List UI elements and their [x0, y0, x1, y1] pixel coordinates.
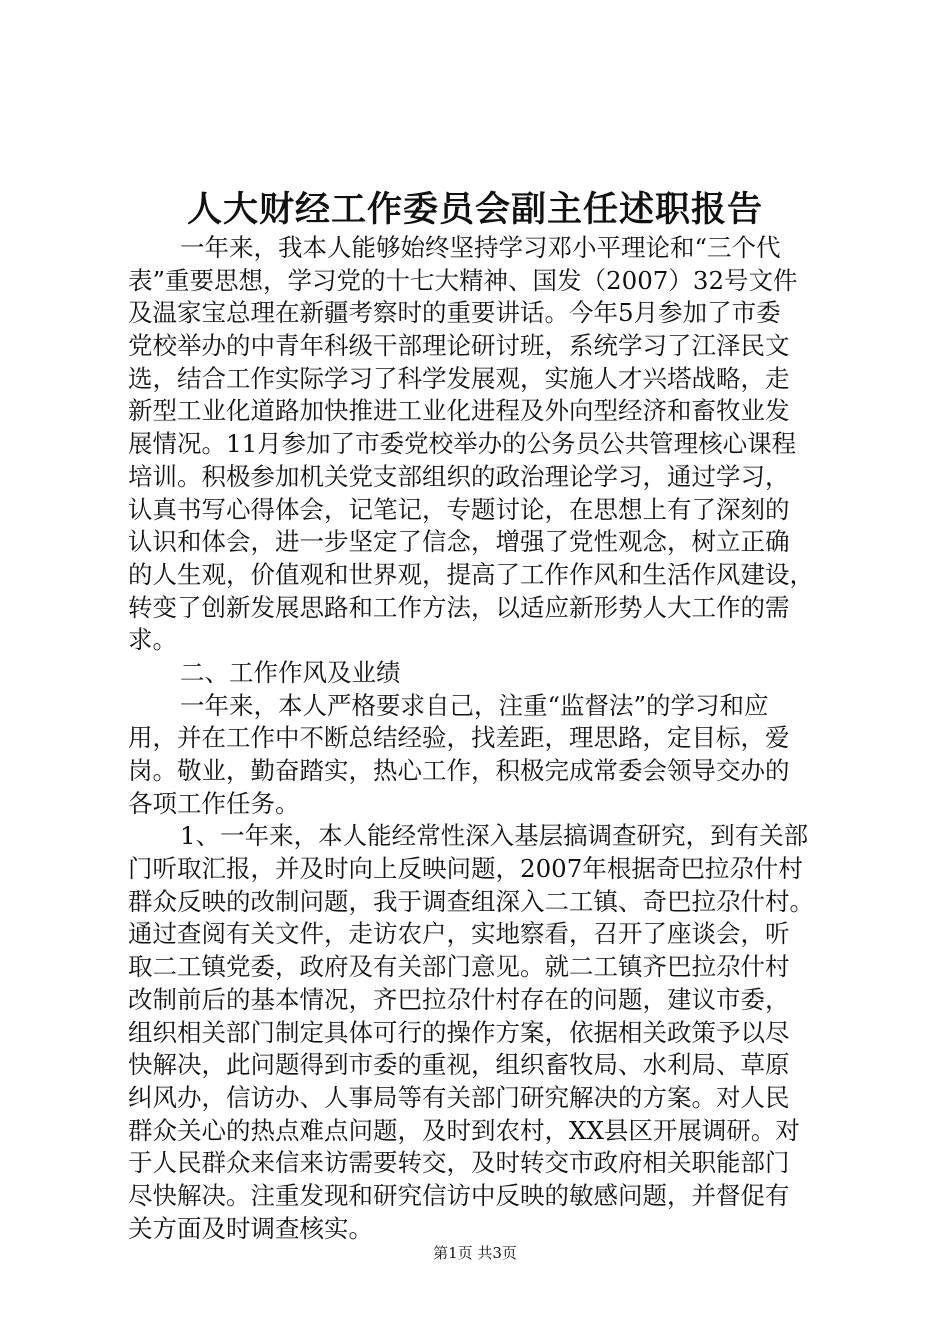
paragraph-line: 群众反映的改制问题，我于调查组深入二工镇、奇巴拉尕什村。 [128, 886, 814, 916]
paragraph-line: 的人生观，价值观和世界观，提高了工作作风和生活作风建设， [128, 559, 814, 589]
paragraph-line: 1、一年来，本人能经常性深入基层搞调查研究，到有关部 [180, 821, 809, 851]
paragraph-line: 转变了创新发展思路和工作方法，以适应新形势人大工作的需 [128, 592, 790, 622]
document-title: 人大财经工作委员会副主任述职报告 [186, 189, 763, 230]
paragraph-line: 党校举办的中青年科级干部理论研讨班，系统学习了江泽民文 [128, 331, 790, 361]
paragraph-line: 门听取汇报，并及时向上反映问题，2007年根据奇巴拉尕什村 [128, 854, 803, 884]
paragraph-line: 各项工作任务。 [128, 788, 300, 818]
paragraph-line: 一年来，本人严格要求自己，注重“监督法”的学习和应 [180, 690, 769, 720]
paragraph-line: 取二工镇党委，政府及有关部门意见。就二工镇齐巴拉尕什村 [128, 952, 790, 982]
paragraph-line: 纠风办，信访办、人事局等有关部门研究解决的方案。对人民 [128, 1082, 790, 1112]
paragraph-line: 用，并在工作中不断总结经验，找差距，理思路，定目标，爱 [128, 723, 790, 753]
page-footer: 第1页 共3页 [433, 1244, 517, 1262]
paragraph-line: 通过查阅有关文件，走访农户，实地察看，召开了座谈会，听 [128, 919, 790, 949]
paragraph-line: 群众关心的热点难点问题，及时到农村，XX县区开展调研。对 [128, 1115, 800, 1145]
paragraph-line: 展情况。11月参加了市委党校举办的公务员公共管理核心课程 [128, 429, 797, 459]
paragraph-line: 快解决，此问题得到市委的重视，组织畜牧局、水利局、草原 [128, 1050, 790, 1080]
paragraph-line: 一年来，我本人能够始终坚持学习邓小平理论和“三个代 [180, 233, 781, 262]
paragraph-line: 岗。敬业，勤奋踏实，热心工作，积极完成常委会领导交办的 [128, 756, 790, 785]
section-heading: 二、工作作风及业绩 [180, 657, 401, 687]
paragraph-line: 表”重要思想，学习党的十七大精神、国发（2007）32号文件 [128, 265, 798, 295]
paragraph-line: 认识和体会，进一步坚定了信念，增强了党性观念，树立正确 [128, 527, 790, 557]
paragraph-line: 改制前后的基本情况，齐巴拉尕什村存在的问题，建议市委， [128, 984, 790, 1014]
paragraph-line: 认真书写心得体会，记笔记，专题讨论，在思想上有了深刻的 [128, 494, 790, 524]
paragraph-line: 关方面及时调查核实。 [128, 1213, 373, 1243]
paragraph-line: 新型工业化道路加快推进工业化进程及外向型经济和畜牧业发 [128, 396, 790, 426]
paragraph-line: 选，结合工作实际学习了科学发展观，实施人才兴塔战略，走 [128, 363, 790, 393]
paragraph-line: 组织相关部门制定具体可行的操作方案，依据相关政策予以尽 [128, 1017, 790, 1047]
paragraph-line: 尽快解决。注重发现和研究信访中反映的敏感问题，并督促有 [128, 1180, 790, 1210]
paragraph-line: 培训。积极参加机关党支部组织的政治理论学习，通过学习， [128, 461, 790, 491]
paragraph-line: 求。 [128, 625, 177, 655]
paragraph-line: 及温家宝总理在新疆考察时的重要讲话。今年5月参加了市委 [128, 298, 781, 328]
paragraph-line: 于人民群众来信来访需要转交，及时转交市政府相关职能部门 [128, 1148, 790, 1178]
document-body [128, 232, 838, 1245]
